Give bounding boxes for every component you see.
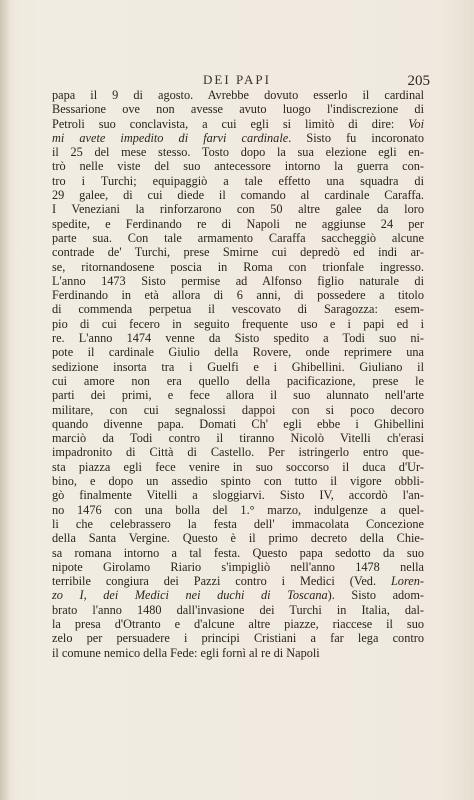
text-segment: il comune nemico della Fede: egli fornì al re di Napoli: [52, 645, 320, 660]
text-segment: sta piazza egli fece venire in suo soccorso il duca d'Ur-: [52, 459, 424, 474]
text-segment: di commenda perpetua il vescovato di Saragozza: esem-: [52, 302, 424, 317]
text-segment: Ferdinando in età allora di 6 anni, di possedere a titolo: [52, 288, 424, 303]
text-line: [52, 102, 424, 116]
text-line: [52, 302, 424, 316]
text-segment: bino, e dopo un assedio spinto con tutto il vigore obbli-: [52, 474, 424, 489]
text-line: [52, 331, 424, 345]
text-segment: . Sisto fu incoronato: [288, 130, 424, 145]
italic-segment: mi avete impedito di farvi cardinale: [52, 130, 289, 145]
text-line: [52, 474, 424, 488]
text-segment: se, ritornandosene poscia in Roma con trionfale ingresso.: [52, 259, 424, 274]
text-segment: quando divenne papa. Domati Ch' egli ebbe i Ghibellini: [52, 416, 424, 431]
text-line: [52, 360, 424, 374]
text-segment: tro i Turchi; equipaggiò a tale effetto una squadra di: [52, 173, 424, 188]
text-line: [52, 574, 424, 588]
text-segment: brato l'anno 1480 dall'invasione dei Turchi in Italia, dal-: [52, 602, 424, 617]
text-segment: contrade de' Turchi, prese Smirne cui depredò ed indi ar-: [52, 245, 424, 260]
running-title: DEI PAPI: [203, 72, 271, 87]
text-line: [52, 159, 424, 173]
text-segment: I Veneziani la rinforzarono con 50 altre galee da loro: [52, 202, 424, 217]
text-line: [52, 460, 424, 474]
text-segment: terribile congiura dei Pazzi contro i Medici (Ved.: [52, 574, 391, 589]
text-segment: li che celebrassero la festa dell' immacolata Concezione: [52, 516, 424, 531]
text-line: [52, 288, 424, 302]
text-line: [52, 631, 424, 645]
text-segment: zelo per persuadere i principi Cristiani a far lega contro: [52, 631, 424, 646]
text-line: [52, 417, 424, 431]
text-segment: 29 galee, di cui diede il comando al cardinale Caraffa.: [52, 188, 424, 203]
text-segment: pote il cardinale Giulio della Rovere, onde reprimere una: [52, 345, 424, 360]
text-segment: sedizione insorta tra i Guelfi e i Ghibellini. Giuliano il: [52, 359, 424, 374]
text-segment: gò finalmente Vitelli a sloggiarvi. Sisto IV, accordò l'an-: [52, 488, 424, 503]
text-line: [52, 188, 424, 202]
text-segment: parte sua. Con tale armamento Caraffa saccheggiò alcune: [52, 230, 424, 245]
text-segment: impadronito di Città di Castello. Per istringerlo entro que-: [52, 445, 424, 460]
text-line: [52, 117, 424, 131]
text-line: [52, 145, 424, 159]
text-line: [52, 231, 424, 245]
italic-segment: Loren-: [390, 574, 424, 589]
text-line: [52, 517, 424, 531]
text-segment: papa il 9 di agosto. Avrebbe dovuto esserlo il cardinal: [52, 88, 424, 102]
text-line: [52, 274, 424, 288]
text-line: [52, 646, 424, 660]
text-segment: spedite, e Ferdinando re di Napoli ne aggiunse 24 per: [52, 216, 424, 231]
text-line: [52, 202, 424, 216]
text-segment: Bessarione ove non avesse avuto luogo l'indiscrezione di: [52, 102, 424, 117]
text-segment: della Santa Vergine. Questo è il primo decreto della Chie-: [52, 531, 424, 546]
text-line: [52, 131, 424, 145]
text-segment: la presa d'Otranto e d'alcune altre piazze, riaccese il suo: [52, 616, 424, 631]
text-line: [52, 560, 424, 574]
text-segment: Petroli suo conclavista, a cui egli si limitò di dire:: [52, 116, 409, 131]
text-segment: cui amore non era quello della pacificazione, prese le: [52, 373, 424, 388]
text-segment: il 25 del mese stesso. Tosto dopo la sua elezione egli en-: [52, 145, 424, 160]
text-line: [52, 531, 424, 545]
text-line: [52, 546, 424, 560]
text-line: [52, 588, 424, 602]
body-text: [52, 88, 424, 660]
text-line: [52, 617, 424, 631]
text-line: [52, 217, 424, 231]
text-segment: parti dei primi, e fece allora il suo alunnato nell'arte: [52, 388, 424, 403]
text-segment: no 1476 con una bolla del 1.° marzo, indulgenze a quel-: [52, 502, 424, 517]
text-line: [52, 445, 424, 459]
text-line: [52, 403, 424, 417]
text-segment: sa romana intorno a tal festa. Questo papa sedotto da suo: [52, 545, 424, 560]
italic-segment: zo I, dei Medici nei duchi di Toscana: [52, 588, 328, 603]
text-segment: marciò da Todi contro il tiranno Nicolò Vitelli ch'erasi: [52, 431, 424, 446]
text-line: [52, 488, 424, 502]
text-line: [52, 260, 424, 274]
text-line: [52, 174, 424, 188]
text-line: [52, 245, 424, 259]
text-segment: trò nelle viste del suo antecessore intorno la guerra con-: [52, 159, 424, 174]
text-segment: re. L'anno 1474 venne da Sisto spedito a Todi suo ni-: [52, 331, 424, 346]
text-segment: nipote Girolamo Riario s'impigliò nell'anno 1478 nella: [52, 559, 424, 574]
text-segment: militare, con cui segnalossi dappoi con si poco decoro: [52, 402, 424, 417]
italic-segment: Voi: [408, 116, 424, 131]
page-number: 205: [407, 73, 430, 89]
text-line: [52, 345, 424, 359]
text-segment: ). Sisto adom-: [327, 588, 424, 603]
page-gutter-shadow: [0, 0, 10, 800]
text-line: [52, 374, 424, 388]
text-segment: pio di cui fecero in seguito frequente uso e i papi ed i: [52, 316, 424, 331]
text-line: [52, 603, 424, 617]
text-line: [52, 431, 424, 445]
text-line: [52, 317, 424, 331]
text-line: [52, 503, 424, 517]
text-line: [52, 388, 424, 402]
text-segment: L'anno 1473 Sisto permise ad Alfonso figlio naturale di: [52, 273, 424, 288]
text-line: [52, 88, 424, 102]
